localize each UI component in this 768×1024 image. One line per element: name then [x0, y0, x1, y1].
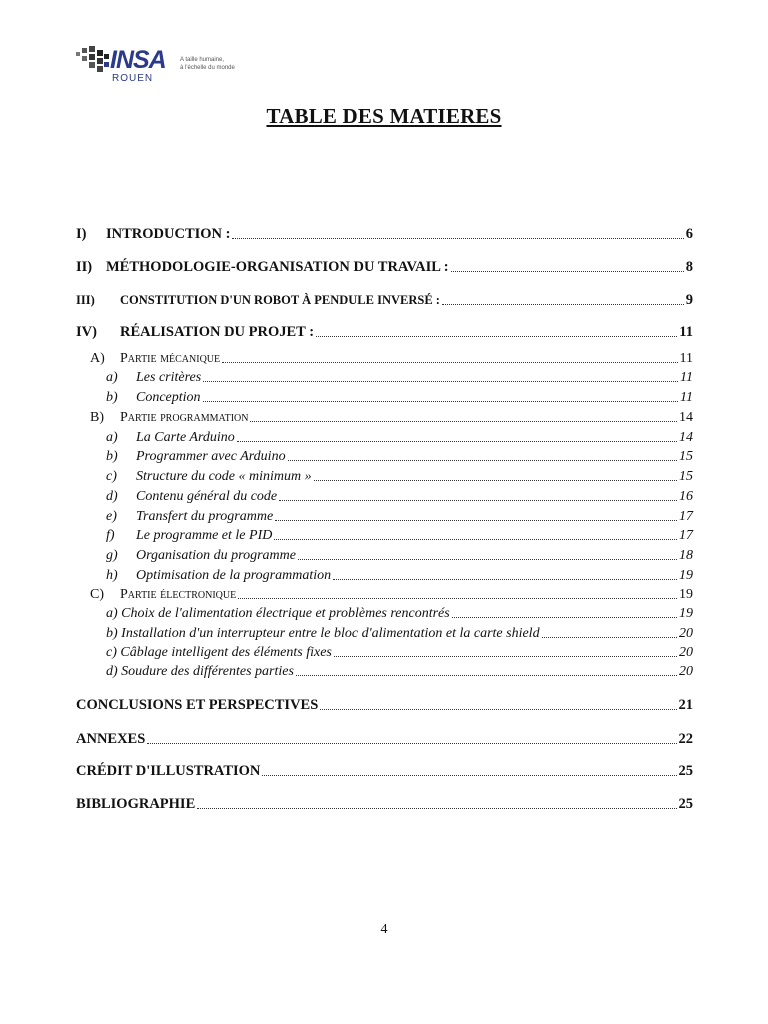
- toc-leader: [279, 500, 677, 501]
- logo-city: ROUEN: [112, 73, 154, 84]
- toc-entry-organisation-programme[interactable]: g) Organisation du programme 18: [106, 548, 693, 563]
- toc-leader: [250, 421, 677, 422]
- toc-leader: [222, 362, 677, 363]
- toc-leader: [442, 304, 684, 305]
- toc-leader: [296, 675, 677, 676]
- toc-leader: [238, 598, 677, 599]
- toc-leader: [452, 617, 677, 618]
- toc-leader: [262, 775, 676, 776]
- toc-entry-optimisation[interactable]: h) Optimisation de la programmation 19: [106, 568, 693, 583]
- toc-entry-criteres[interactable]: a) Les critères 11: [106, 370, 693, 385]
- toc-leader: [275, 520, 677, 521]
- toc-entry-annexes[interactable]: ANNEXES 22: [76, 731, 693, 747]
- toc-leader: [316, 336, 677, 337]
- page-title: TABLE DES MATIERES: [266, 104, 502, 128]
- page-number: 4: [380, 922, 388, 937]
- toc-entry-conception[interactable]: b) Conception 11: [106, 390, 693, 405]
- toc-entry-conclusions[interactable]: CONCLUSIONS ET PERSPECTIVES 21: [76, 697, 693, 713]
- insa-rouen-logo: [74, 44, 244, 88]
- toc-leader: [237, 441, 677, 442]
- logo-tagline: A taille humaine, à l'échelle du monde: [180, 57, 235, 71]
- toc-entry-interrupteur[interactable]: b) Installation d'un interrupteur entre le bloc d'alimentation et la carte shield 20: [106, 626, 693, 641]
- logo-wordmark: INSA: [110, 46, 166, 74]
- logo-squares-icon: [74, 44, 110, 80]
- toc-entry-programme-pid[interactable]: f) Le programme et le PID 17: [106, 528, 693, 543]
- toc-leader: [203, 401, 678, 402]
- toc-entry-structure-code[interactable]: c) Structure du code « minimum » 15: [106, 469, 693, 484]
- toc-entry-credit-illustration[interactable]: CRÉDIT D'ILLUSTRATION 25: [76, 763, 693, 779]
- toc-entry-partie-mecanique[interactable]: A) Partie mécanique 11: [90, 351, 693, 366]
- toc-entry-carte-arduino[interactable]: a) La Carte Arduino 14: [106, 430, 693, 445]
- toc-leader: [147, 743, 676, 744]
- toc-leader: [542, 637, 677, 638]
- toc-leader: [197, 808, 676, 809]
- toc-entry-soudure[interactable]: d) Soudure des différentes parties 20: [106, 664, 693, 679]
- toc-leader: [274, 539, 677, 540]
- toc-leader: [298, 559, 677, 560]
- toc-leader: [333, 579, 677, 580]
- toc-leader: [314, 480, 677, 481]
- toc-leader: [203, 381, 678, 382]
- toc-entry-bibliographie[interactable]: BIBLIOGRAPHIE 25: [76, 796, 693, 812]
- toc-leader: [232, 238, 683, 239]
- toc-leader: [334, 656, 677, 657]
- toc-entry-contenu-code[interactable]: d) Contenu général du code 16: [106, 489, 693, 504]
- toc-leader: [320, 709, 676, 710]
- toc-entry-realisation[interactable]: IV) RÉALISATION DU PROJET : 11: [76, 324, 693, 340]
- toc-entry-choix-alimentation[interactable]: a) Choix de l'alimentation électrique et problèmes rencontrés 19: [106, 606, 693, 621]
- toc-entry-cablage[interactable]: c) Câblage intelligent des éléments fixes 20: [106, 645, 693, 660]
- toc-leader: [451, 271, 684, 272]
- toc-entry-introduction[interactable]: I) INTRODUCTION : 6: [76, 226, 693, 242]
- toc-entry-partie-electronique[interactable]: C) Partie électronique 19: [90, 587, 693, 602]
- toc-entry-programmer-arduino[interactable]: b) Programmer avec Arduino 15: [106, 449, 693, 464]
- toc-entry-transfert[interactable]: e) Transfert du programme 17: [106, 509, 693, 524]
- toc-entry-methodologie[interactable]: II) MÉTHODOLOGIE-ORGANISATION DU TRAVAIL : 8: [76, 259, 693, 275]
- toc-entry-partie-programmation[interactable]: B) Partie programmation 14: [90, 410, 693, 425]
- toc-entry-constitution[interactable]: III) CONSTITUTION D'UN ROBOT À PENDULE INVERSÉ : 9: [76, 292, 693, 308]
- toc-leader: [288, 460, 677, 461]
